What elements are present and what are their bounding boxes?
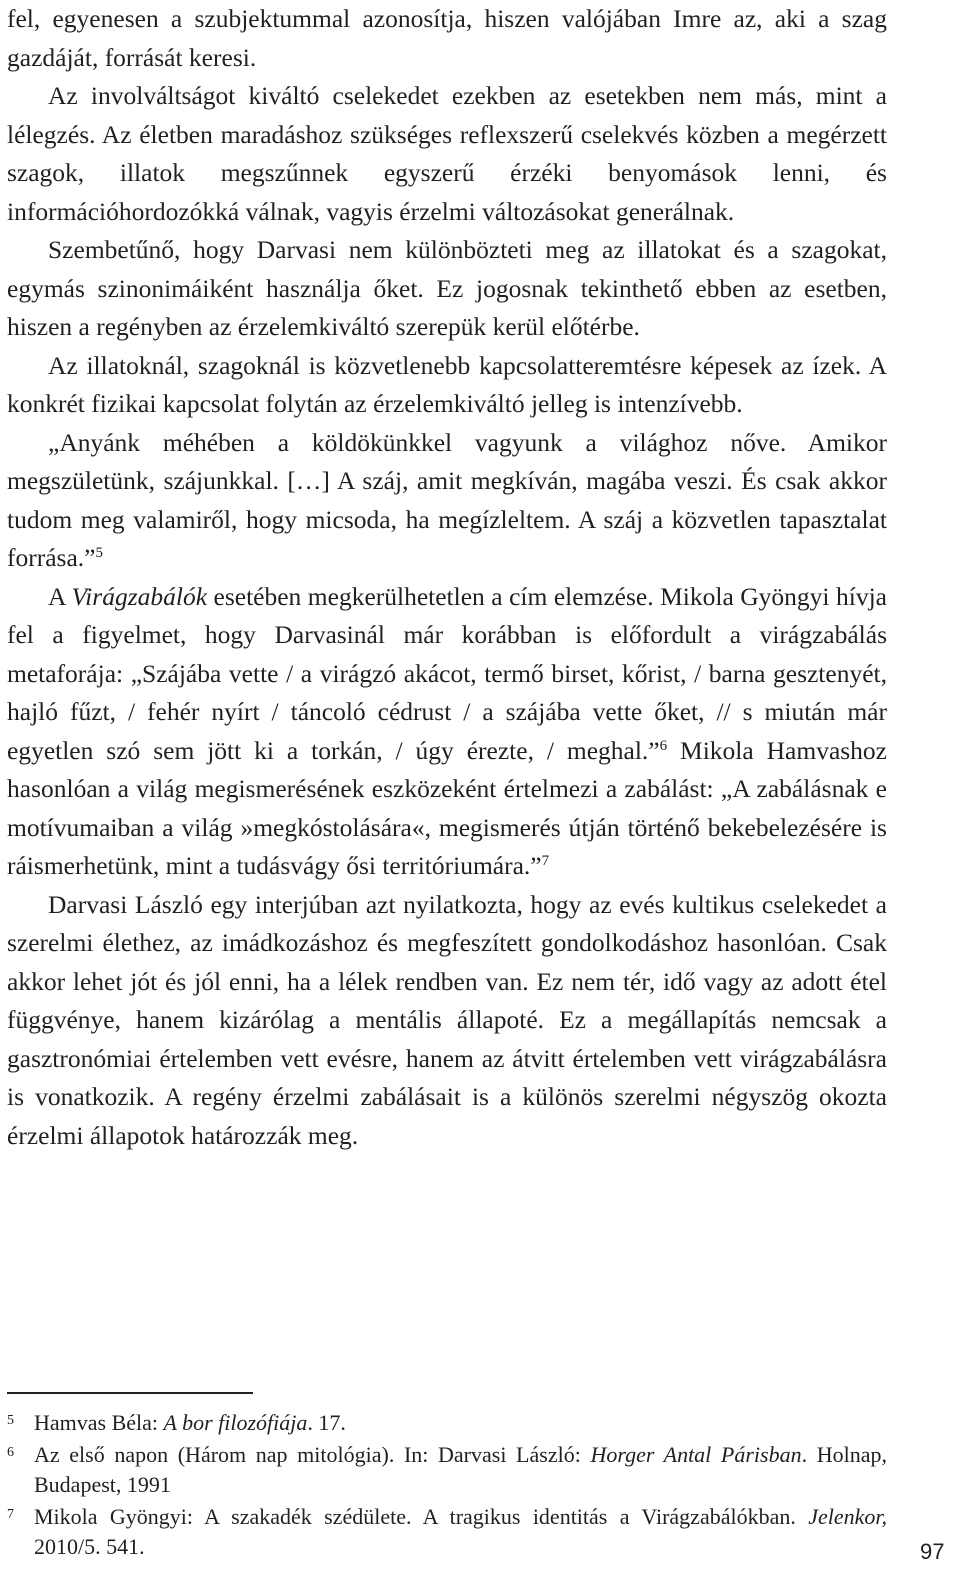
footnote-divider xyxy=(7,1392,253,1394)
footnote-number: 5 xyxy=(7,1413,14,1428)
paragraph-5 xyxy=(7,424,887,578)
footnote-title: Jelenkor, xyxy=(808,1504,887,1529)
footnote-title: Horger Antal Párisban xyxy=(590,1442,802,1467)
footnote-number: 6 xyxy=(7,1445,14,1460)
page-number: 97 xyxy=(920,1539,945,1564)
paragraph-6-end: Mikola Hamvashoz hasonlóan a világ megismerésének eszközeként értelmezi a zabálást: „A zabálásnak e motívumaiban a világ »megkóstolására«, megismerés útján történő bekebelezésére is ráismerhetünk, mint a tudásvágy ősi territóriumára.” xyxy=(7,735,888,880)
footnote-text: Az első napon (Három nap mitológia). In: Darvasi László: xyxy=(34,1442,591,1467)
book-title: Virágzabálók xyxy=(71,581,208,611)
footnote-number: 7 xyxy=(7,1507,14,1522)
paragraph-2: Az involváltságot kiváltó cselekedet ezekben az esetekben nem más, mint a lélegzés. Az életben maradáshoz szükséges reflexszerű cselekvés közben a megérzett szagok, illatok megszűnnek egyszerű érzéki benyomások lenni, és információhordozókká válnak, vagyis érzelmi változásokat generálnak. xyxy=(7,81,887,226)
footnote-5 xyxy=(7,1408,887,1438)
quote-text: „Anyánk méhében a köldökünkkel vagyunk a világhoz nőve. Amikor megszületünk, szájunkkal. […] A száj, amit megkíván, magába veszi. És csak akkor tudom meg valamiről, hogy micsoda, ha megízleltem. A száj a közvetlen tapasztalat forrása.” xyxy=(7,427,887,572)
page-body xyxy=(7,0,887,1155)
footnote-text-end: . Holnap, Budapest, 1991 xyxy=(34,1442,887,1497)
paragraph-1: fel, egyenesen a szubjektummal azonosítja, hiszen valójában Imre az, aki a szag gazdáját, forrását keresi. xyxy=(7,4,887,72)
paragraph-3: Szembetűnő, hogy Darvasi nem különbözteti meg az illatokat és a szagokat, egymás szinonimáiként használja őket. Ez jogosnak tekinthető ebben az esetben, hiszen a regényben az érzelemkiváltó szerepük kerül előtérbe. xyxy=(7,235,887,341)
footnote-ref-5[interactable]: 5 xyxy=(95,545,103,561)
paragraph-6-start: A xyxy=(48,581,72,611)
paragraph-7: Darvasi László egy interjúban azt nyilatkozta, hogy az evés kultikus cselekedet a szerelmi élethez, az imádkozáshoz és megfeszített gondolkodáshoz hasonlóan. Csak akkor lehet jót és jól enni, ha a lélek rendben van. Ez nem tér, idő vagy az adott étel függvénye, hanem kizárólag a mentális állapoté. Ez a megállapítás nemcsak a gasztronómiai értelemben vett evésre, hanem az átvitt értelemben vett virágzabálásra is vonatkozik. A regény érzelmi zabálásait is a különös szerelmi négyszög okozta érzelmi állapotok határozzák meg. xyxy=(7,889,887,1150)
paragraph-6-middle: esetében megkerülhetetlen a cím elemzése. Mikola Gyöngyi hívja fel a figyelmet, hogy Darvasinál már korábban is előfordult a virágzabálás metaforája: „Szájába vette / a virágzó akácot, termő birset, kőrist, / barna gesztenyét, hajló fűzt, / fehér nyírt / táncoló cédrust / a szájába vette őket, // s miután már egyetlen szó sem jött ki a torkán, / úgy érezte, / meghal.” xyxy=(7,581,887,765)
footnote-text: Mikola Gyöngyi: A szakadék szédülete. A tragikus identitás a Virágzabálókban. xyxy=(34,1504,809,1529)
footnote-7 xyxy=(7,1502,887,1562)
footnote-6 xyxy=(7,1440,887,1500)
paragraph-6 xyxy=(7,578,887,886)
footnote-text-end: 2010/5. 541. xyxy=(34,1534,145,1559)
paragraph-4: Az illatoknál, szagoknál is közvetlenebb kapcsolatteremtésre képesek az ízek. A konkrét fizikai kapcsolat folytán az érzelemkiváltó jelleg is intenzívebb. xyxy=(7,350,887,418)
footnote-ref-7[interactable]: 7 xyxy=(541,853,550,869)
footnotes xyxy=(7,1406,887,1562)
footnote-text: Hamvas Béla: xyxy=(34,1410,164,1435)
footnote-title: A bor filozófiája xyxy=(163,1410,308,1435)
footnote-ref-6[interactable]: 6 xyxy=(659,737,668,754)
footnote-text-end: . 17. xyxy=(307,1410,346,1435)
